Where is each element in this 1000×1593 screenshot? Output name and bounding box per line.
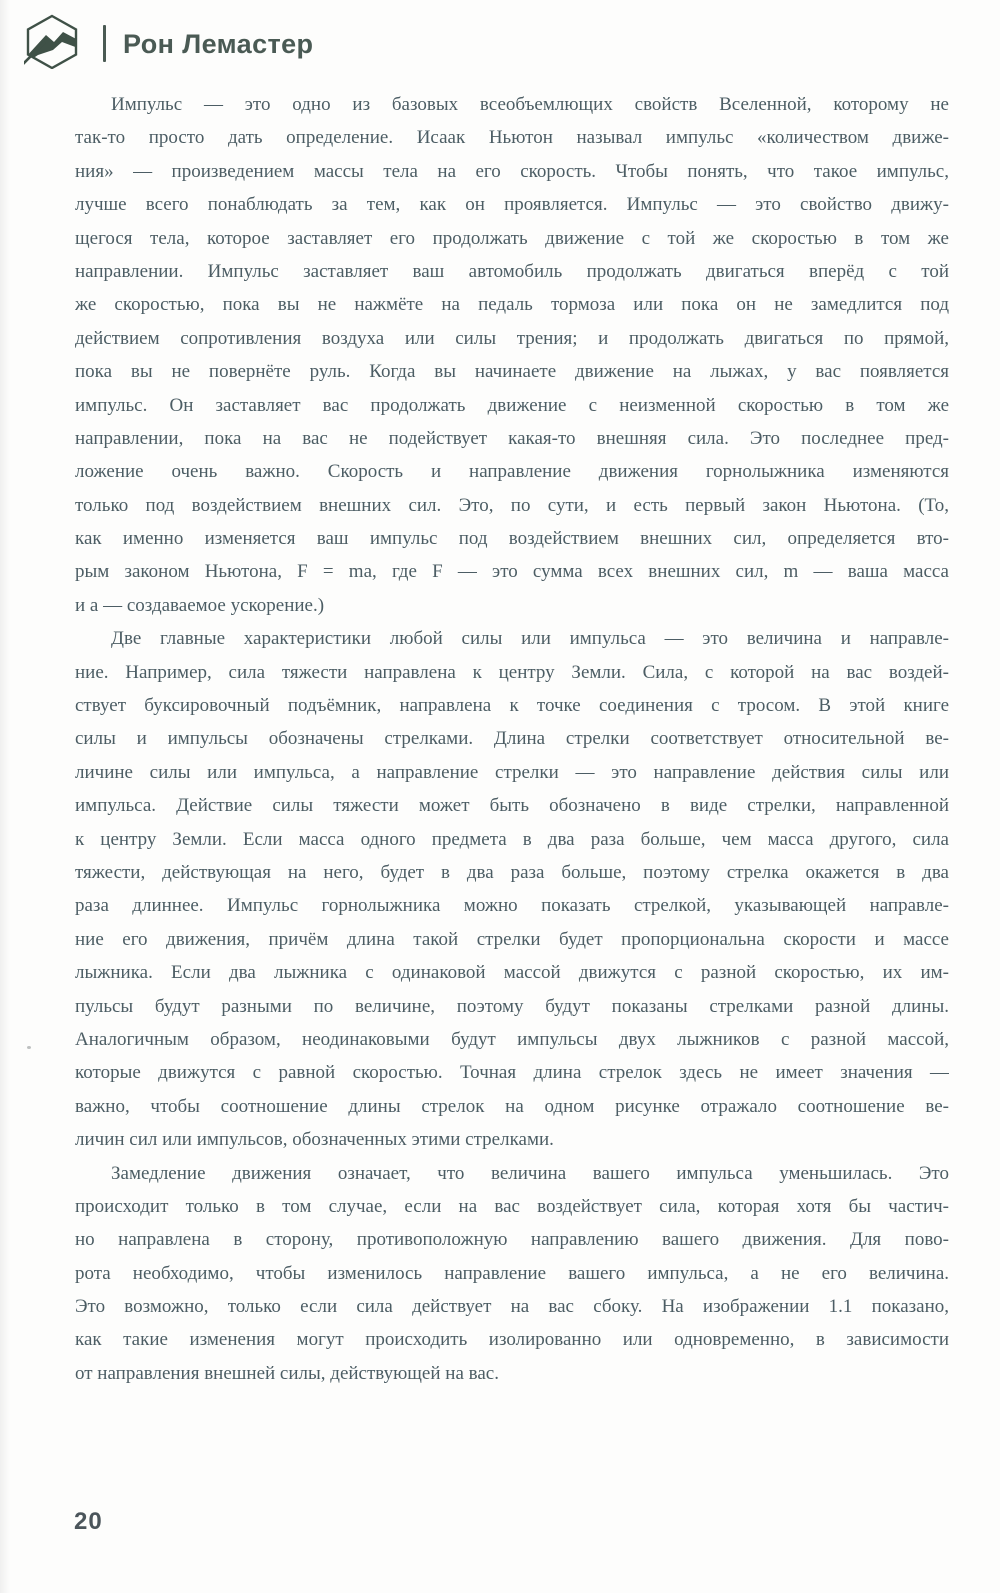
text-line: тяжести, действующая на него, будет в два раза больше, поэтому стрелка окажется в два xyxy=(75,861,949,883)
text-line: происходит только в том случае, если на вас воздействует сила, которая хотя бы частич- xyxy=(75,1195,949,1217)
text-line: ние. Например, сила тяжести направлена к центру Земли. Сила, с которой на вас воздей- xyxy=(75,661,949,683)
text-line: пульсы будут разными по величине, поэтому будут показаны стрелками разной длины. xyxy=(75,995,949,1017)
page-number: 20 xyxy=(74,1508,103,1535)
text-line: ложение очень важно. Скорость и направление движения горнолыжника изменяются xyxy=(75,461,949,483)
header-divider xyxy=(103,25,106,62)
text-line: рота необходимо, чтобы изменилось направление вашего импульса, а не его величина. xyxy=(75,1262,949,1284)
text-line: лыжника. Если два лыжника с одинаковой массой движутся с разной скоростью, их им- xyxy=(75,962,949,984)
text-line: рым законом Ньютона, F = ma, где F — это сумма всех внешних сил, m — ваша масса xyxy=(75,561,949,583)
text-line: щегося тела, которое заставляет его продолжать движение с той же скоростью в том же xyxy=(75,227,949,249)
text-line: ния» — произведением массы тела на его скорость. Чтобы понять, что такое импульс, xyxy=(75,160,949,182)
text-line: Две главные характеристики любой силы или импульса — это величина и направле- xyxy=(111,628,949,650)
text-line: пока вы не повернёте руль. Когда вы начинаете движение на лыжах, у вас появляется xyxy=(75,361,949,383)
text-line: Импульс — это одно из базовых всеобъемлющих свойств Вселенной, которому не xyxy=(111,94,949,115)
text-line: Аналогичным образом, неодинаковыми будут импульсы двух лыжников с разной массой, xyxy=(75,1028,949,1050)
text-line: раза длиннее. Импульс горнолыжника можно показать стрелкой, указывающей направле- xyxy=(75,895,949,917)
text-line: как именно изменяется ваш импульс под воздействием внешних сил, определяется вто- xyxy=(75,528,949,550)
text-line: личине силы или импульса, а направление стрелки — это направление действия силы или xyxy=(75,761,949,783)
text-line: ствует буксировочный подъёмник, направлена к точке соединения с тросом. В этой книге xyxy=(75,695,949,717)
text-line: от направления внешней силы, действующей на вас. xyxy=(75,1362,499,1384)
body-text-block xyxy=(75,88,949,1390)
text-line: к центру Земли. Если масса одного предмета в два раза больше, чем масса другого, сила xyxy=(75,828,949,850)
paragraph xyxy=(75,622,949,1156)
text-line: как такие изменения могут происходить изолированно или одновременно, в зависимости xyxy=(75,1329,949,1351)
paragraph xyxy=(75,1157,949,1391)
text-line: так-то просто дать определение. Исаак Ньютон называл импульс «количеством движе- xyxy=(75,127,949,149)
text-line: Замедление движения означает, что величина вашего импульса уменьшилась. Это xyxy=(111,1162,949,1184)
paragraph xyxy=(75,88,949,622)
text-line: импульс. Он заставляет вас продолжать движение с неизменной скоростью в том же xyxy=(75,394,949,416)
text-line: только под воздействием внешних сил. Это, по сути, и есть первый закон Ньютона. (То, xyxy=(75,494,949,516)
author-name: Рон Лемастер xyxy=(123,28,314,59)
mountain-hexagon-icon xyxy=(24,13,80,74)
text-line: которые движутся с равной скоростью. Точная длина стрелок здесь не имеет значения — xyxy=(75,1062,949,1084)
text-line: импульса. Действие силы тяжести может быть обозначено в виде стрелки, направленной xyxy=(75,795,949,817)
text-line: направлении. Импульс заставляет ваш автомобиль продолжать двигаться вперёд с той xyxy=(75,260,949,282)
scan-edge-shadow xyxy=(0,0,10,1593)
text-line: направлении, пока на вас не подействует какая-то внешняя сила. Это последнее пред- xyxy=(75,427,949,449)
text-line: важно, чтобы соотношение длины стрелок на одном рисунке отражало соотношение ве- xyxy=(75,1095,949,1117)
text-line: и a — создаваемое ускорение.) xyxy=(75,594,325,616)
text-line: ние его движения, причём длина такой стрелки будет пропорциональна скорости и массе xyxy=(75,928,949,950)
text-line: же скоростью, пока вы не нажмёте на педаль тормоза или пока он не замедлится под xyxy=(75,294,949,316)
text-line: силы и импульсы обозначены стрелками. Длина стрелки соответствует относительной ве- xyxy=(75,728,949,750)
text-line: Это возможно, только если сила действует на вас сбоку. На изображении 1.1 показано, xyxy=(75,1296,949,1318)
page-header xyxy=(24,13,313,74)
text-line: личин сил или импульсов, обозначенных этими стрелками. xyxy=(75,1129,554,1151)
scan-speck xyxy=(27,1046,31,1049)
text-line: лучше всего понаблюдать за тем, как он проявляется. Импульс — это свойство движу- xyxy=(75,194,949,216)
text-line: действием сопротивления воздуха или силы трения; и продолжать двигаться по прямой, xyxy=(75,327,949,349)
text-line: но направлена в сторону, противоположную направлению вашего движения. Для пово- xyxy=(75,1229,949,1251)
